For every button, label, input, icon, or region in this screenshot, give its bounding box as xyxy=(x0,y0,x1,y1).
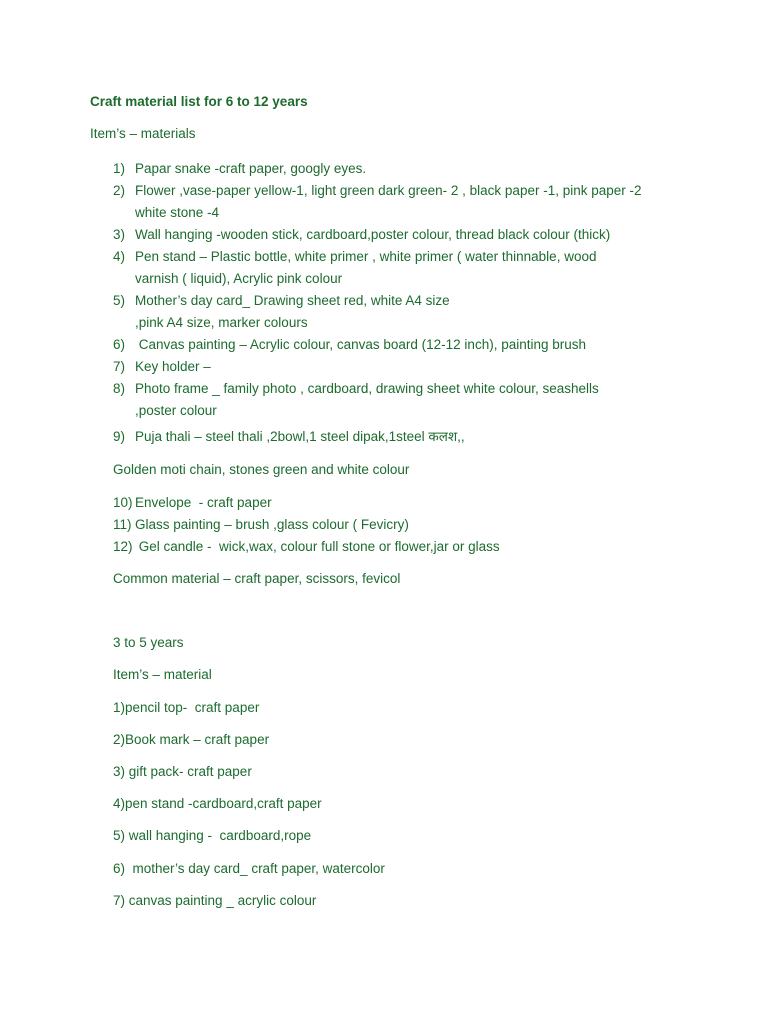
list-item-text: Envelope - craft paper xyxy=(135,495,272,510)
list-item-number: 7) xyxy=(113,359,126,374)
list-item-text-continued: varnish ( liquid), Acrylic pink colour xyxy=(135,271,343,286)
list-item xyxy=(113,356,693,378)
list-item xyxy=(113,224,693,246)
list-item xyxy=(113,492,693,514)
list-item-text: Gel candle - wick,wax, colour full stone or flower,jar or glass xyxy=(135,539,500,554)
document-title: Craft material list for 6 to 12 years xyxy=(90,94,308,109)
list-item xyxy=(113,290,693,334)
list-item xyxy=(113,334,693,356)
section2-list-item: 5) wall hanging - cardboard,rope xyxy=(113,828,312,843)
list-item-text: Photo frame _ family photo , cardboard, drawing sheet white colour, seashells xyxy=(135,381,599,396)
list-item-number: 3) xyxy=(113,227,126,242)
section2-list-item: 3) gift pack- craft paper xyxy=(113,764,252,779)
list-item xyxy=(113,426,693,448)
list-item-text: Flower ,vase-paper yellow-1, light green dark green- 2 , black paper -1, pink paper -2 xyxy=(135,183,642,198)
list-item xyxy=(113,246,693,290)
list-item-text: Glass painting – brush ,glass colour ( Fevicry) xyxy=(135,517,409,532)
list-item-number: 6) xyxy=(113,337,126,352)
list-item-number: 1) xyxy=(113,161,126,176)
section2-list-item: 2)Book mark – craft paper xyxy=(113,732,270,747)
list-item-number: 8) xyxy=(113,381,126,396)
golden-line-text: Golden moti chain, stones green and white colour xyxy=(113,462,410,477)
craft-list-6-12-continued xyxy=(113,492,693,558)
list-item-text-continued: ,pink A4 size, marker colours xyxy=(135,315,308,330)
section2-list-item: 7) canvas painting _ acrylic colour xyxy=(113,893,317,908)
list-item-text: Wall hanging -wooden stick, cardboard,poster colour, thread black colour (thick) xyxy=(135,227,611,242)
list-item-text: Canvas painting – Acrylic colour, canvas board (12-12 inch), painting brush xyxy=(135,337,587,352)
common-material-text: Common material – craft paper, scissors, fevicol xyxy=(113,571,401,586)
list-item-text: Key holder – xyxy=(135,359,211,374)
list-item xyxy=(113,536,693,558)
list-item-text-continued: white stone -4 xyxy=(135,205,220,220)
section2-list-item: 4)pen stand -cardboard,craft paper xyxy=(113,796,322,811)
list-item-text: Puja thali – steel thali ,2bowl,1 steel dipak,1steel कलश,, xyxy=(135,429,465,444)
list-item xyxy=(113,514,693,536)
section2-subtitle: Item’s – material xyxy=(113,667,212,682)
list-item-text-continued: ,poster colour xyxy=(135,403,217,418)
list-item-number: 5) xyxy=(113,293,126,308)
section2-list-item: 6) mother’s day card_ craft paper, watercolor xyxy=(113,861,385,876)
section2-title: 3 to 5 years xyxy=(113,635,184,650)
craft-list-6-12 xyxy=(113,158,693,448)
list-item xyxy=(113,180,693,224)
document-subtitle: Item’s – materials xyxy=(90,126,196,141)
list-item-number: 12) xyxy=(113,539,133,554)
list-item xyxy=(113,158,693,180)
list-item xyxy=(113,378,693,422)
list-item-text: Pen stand – Plastic bottle, white primer , white primer ( water thinnable, wood xyxy=(135,249,597,264)
list-item-number: 9) xyxy=(113,429,126,444)
list-item-number: 11) xyxy=(113,517,132,532)
list-item-text: Mother’s day card_ Drawing sheet red, white A4 size xyxy=(135,293,450,308)
list-item-number: 2) xyxy=(113,183,126,198)
list-item-number: 10) xyxy=(113,495,133,510)
section2-list-item: 1)pencil top- craft paper xyxy=(113,700,260,715)
list-item-number: 4) xyxy=(113,249,126,264)
list-item-text: Papar snake -craft paper, googly eyes. xyxy=(135,161,367,176)
